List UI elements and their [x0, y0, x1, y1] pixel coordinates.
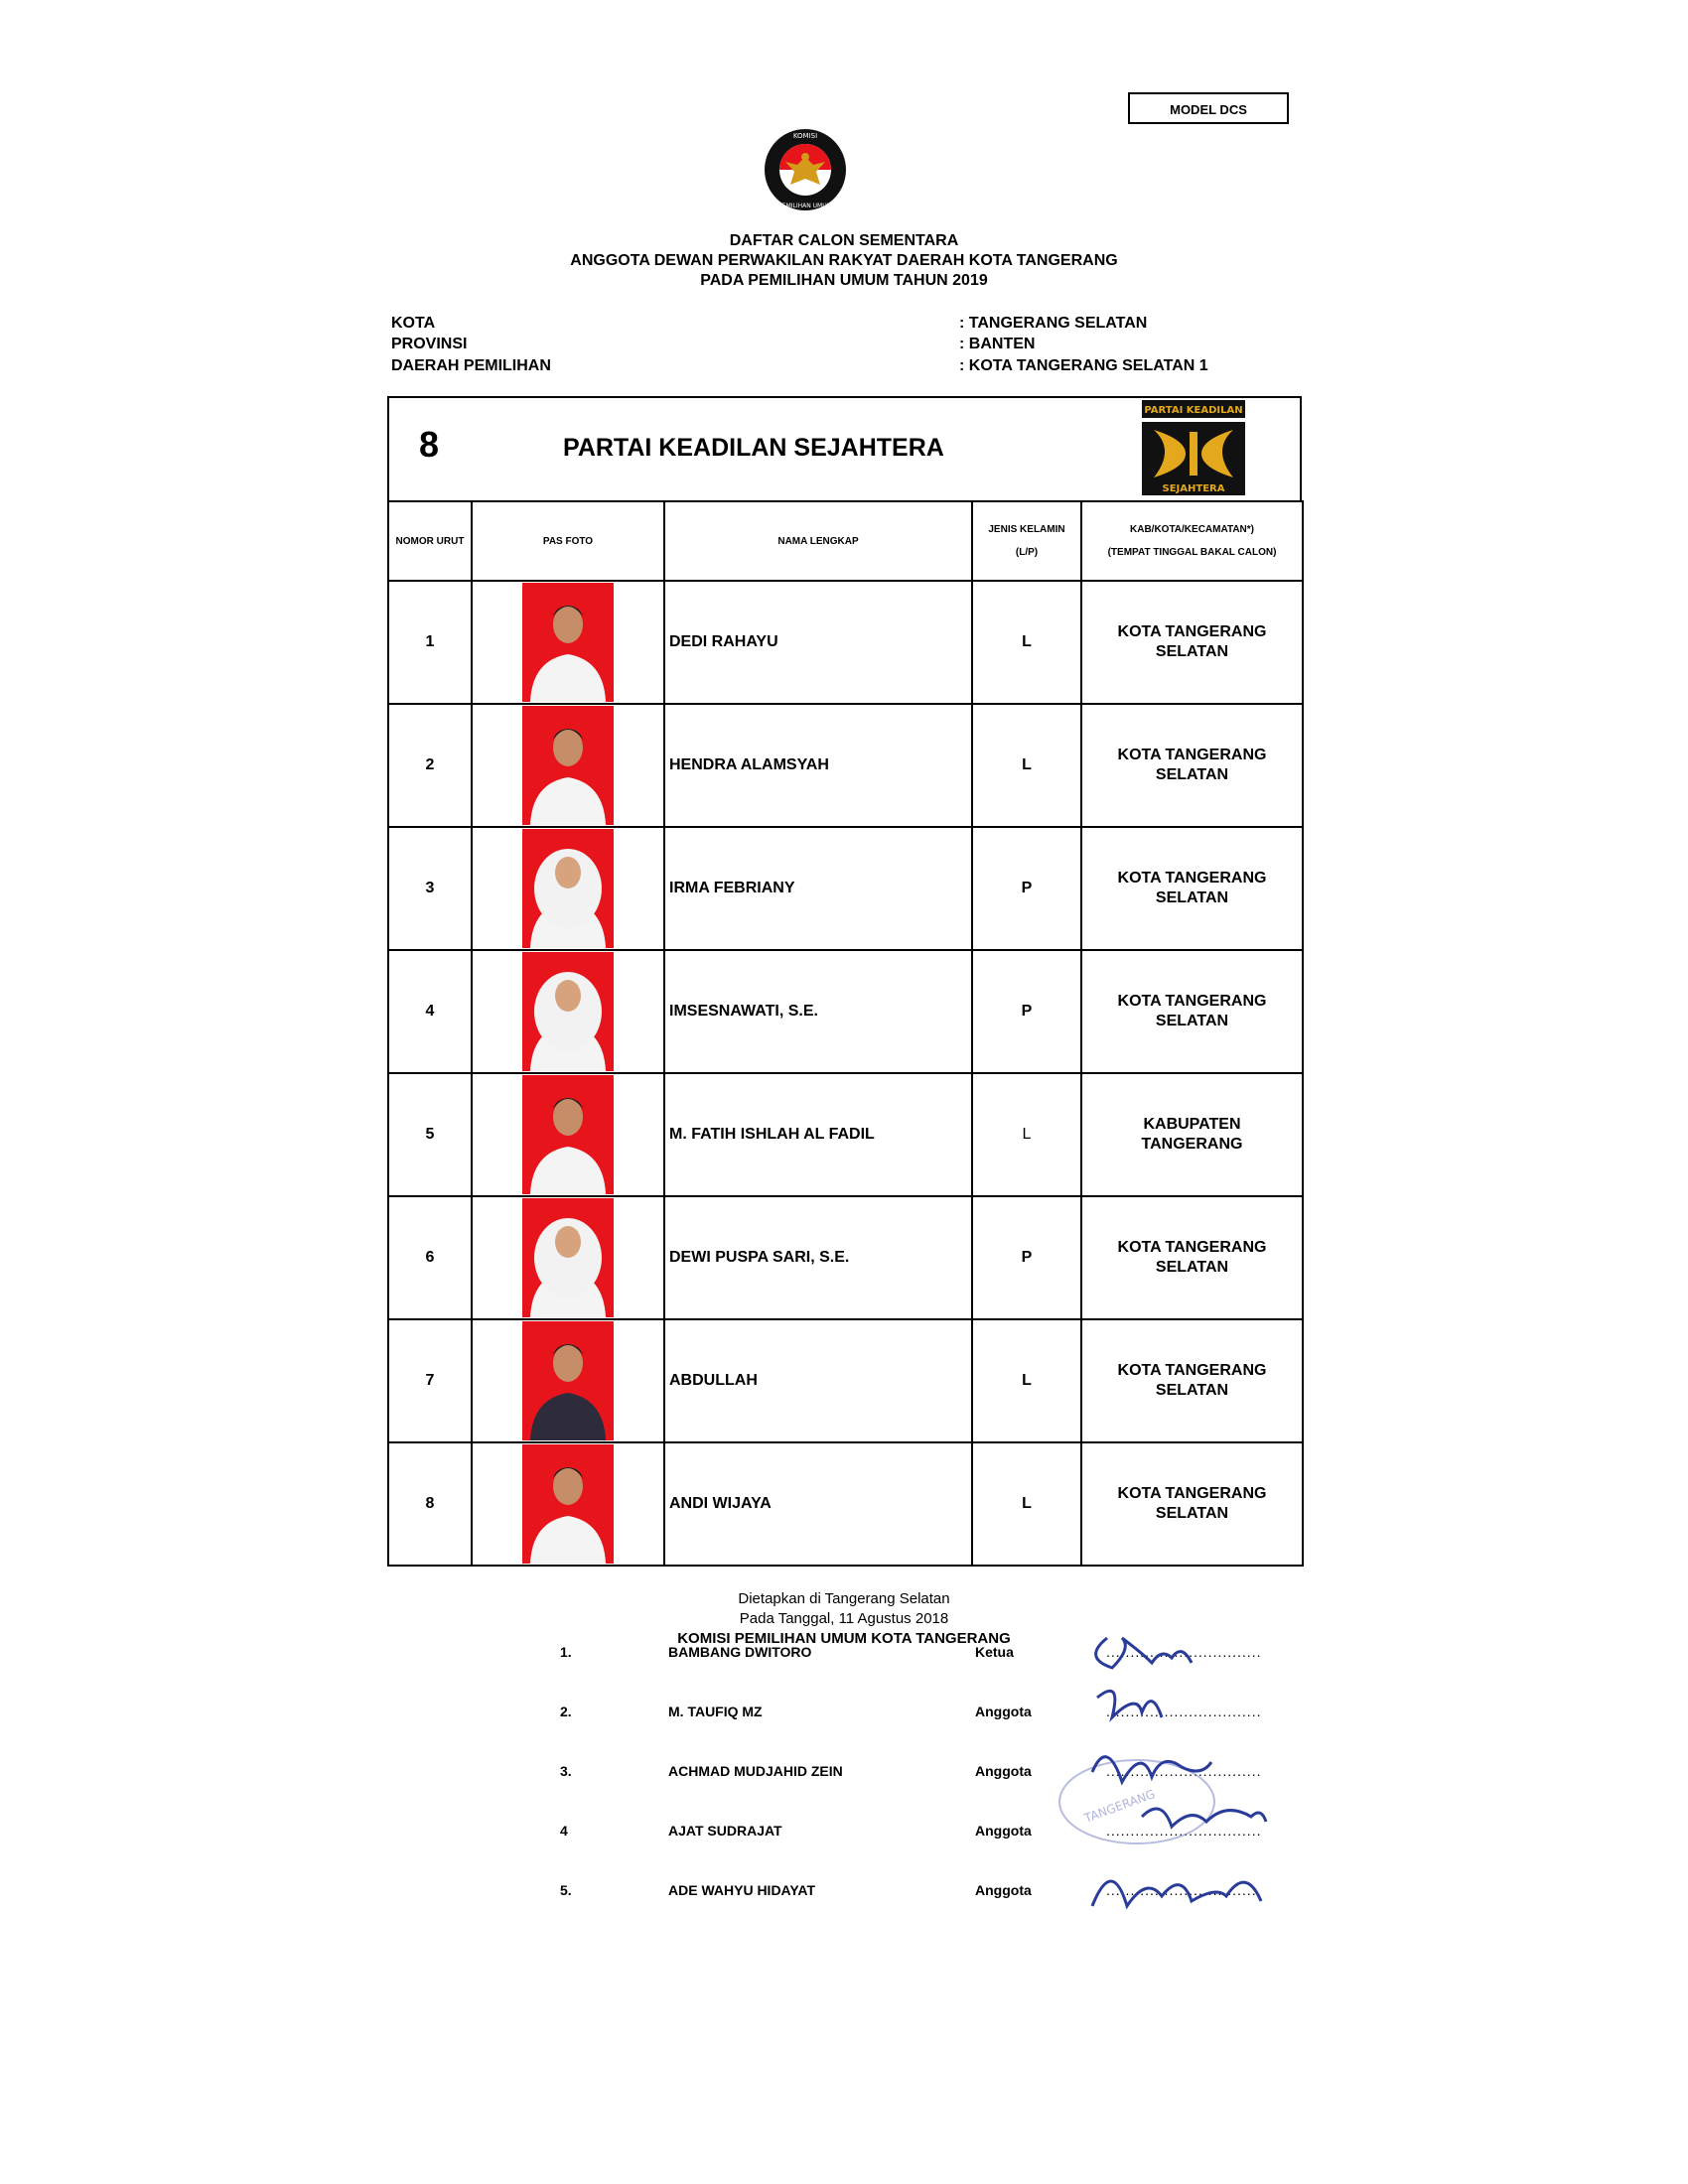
signatory-name: AJAT SUDRAJAT — [668, 1823, 782, 1839]
meta-label-provinsi: PROVINSI — [391, 336, 468, 352]
signature-line: ................................ — [1106, 1704, 1262, 1719]
table-row — [388, 1442, 1303, 1566]
candidate-photo — [522, 1075, 614, 1194]
cell-nama-lengkap: HENDRA ALAMSYAH — [664, 704, 972, 827]
signatory-number: 2. — [560, 1704, 572, 1719]
meta-value-kota: : TANGERANG SELATAN — [959, 315, 1148, 332]
cell-pas-foto — [472, 704, 664, 827]
cell-nama-lengkap: IRMA FEBRIANY — [664, 827, 972, 950]
cell-nomor-urut: 4 — [388, 950, 472, 1073]
doc-title-2: ANGGOTA DEWAN PERWAKILAN RAKYAT DAERAH KOTA TANGERANG — [570, 252, 1118, 269]
table-row — [388, 950, 1303, 1073]
cell-pas-foto — [472, 950, 664, 1073]
signatory-name: ADE WAHYU HIDAYAT — [668, 1882, 816, 1898]
signatory-name: M. TAUFIQ MZ — [668, 1704, 763, 1719]
cell-pas-foto — [472, 581, 664, 704]
cell-jenis-kelamin: L — [972, 581, 1081, 704]
signatory-number: 3. — [560, 1763, 572, 1779]
header-jenis-kelamin: JENIS KELAMIN (L/P) — [972, 501, 1081, 581]
candidate-photo — [522, 583, 614, 702]
table-header-row — [388, 501, 1303, 581]
svg-text:PEMILIHAN UMUM: PEMILIHAN UMUM — [778, 203, 832, 209]
signatory-name: ACHMAD MUDJAHID ZEIN — [668, 1763, 843, 1779]
table-row — [388, 1073, 1303, 1196]
table-row — [388, 827, 1303, 950]
cell-jenis-kelamin: L — [972, 1073, 1081, 1196]
cell-jenis-kelamin: P — [972, 950, 1081, 1073]
table-row — [388, 1319, 1303, 1442]
cell-nomor-urut: 1 — [388, 581, 472, 704]
candidate-photo — [522, 706, 614, 825]
cell-nomor-urut: 8 — [388, 1442, 472, 1566]
cell-nomor-urut: 6 — [388, 1196, 472, 1319]
cell-tempat-tinggal: KOTA TANGERANG SELATAN — [1081, 950, 1303, 1073]
svg-text:TANGERANG: TANGERANG — [1082, 1786, 1158, 1826]
header-pas-foto: PAS FOTO — [472, 501, 664, 581]
cell-tempat-tinggal: KABUPATEN TANGERANG — [1081, 1073, 1303, 1196]
footer-place: Dietapkan di Tangerang Selatan — [738, 1590, 950, 1607]
candidate-photo — [522, 1321, 614, 1440]
signatory-role: Anggota — [975, 1823, 1032, 1839]
cell-nomor-urut: 7 — [388, 1319, 472, 1442]
cell-nama-lengkap: M. FATIH ISHLAH AL FADIL — [664, 1073, 972, 1196]
cell-nama-lengkap: IMSESNAWATI, S.E. — [664, 950, 972, 1073]
signatory-number: 5. — [560, 1882, 572, 1898]
party-number: 8 — [419, 424, 440, 465]
cell-jenis-kelamin: P — [972, 827, 1081, 950]
cell-pas-foto — [472, 1319, 664, 1442]
cell-pas-foto — [472, 1196, 664, 1319]
cell-nomor-urut: 5 — [388, 1073, 472, 1196]
cell-jenis-kelamin: P — [972, 1196, 1081, 1319]
svg-text:SEJAHTERA: SEJAHTERA — [1162, 483, 1225, 494]
signature-line: ................................ — [1106, 1644, 1262, 1660]
pks-logo-icon — [1140, 398, 1247, 497]
candidate-table — [387, 500, 1304, 1567]
signatory-role: Anggota — [975, 1704, 1032, 1719]
cell-tempat-tinggal: KOTA TANGERANG SELATAN — [1081, 581, 1303, 704]
cell-pas-foto — [472, 1442, 664, 1566]
table-row — [388, 704, 1303, 827]
cell-tempat-tinggal: KOTA TANGERANG SELATAN — [1081, 1319, 1303, 1442]
table-row — [388, 1196, 1303, 1319]
cell-nama-lengkap: DEWI PUSPA SARI, S.E. — [664, 1196, 972, 1319]
cell-pas-foto — [472, 1073, 664, 1196]
signatory-number: 4 — [560, 1823, 568, 1839]
svg-text:KOMISI: KOMISI — [792, 132, 818, 140]
cell-nomor-urut: 2 — [388, 704, 472, 827]
cell-nama-lengkap: DEDI RAHAYU — [664, 581, 972, 704]
signatory-number: 1. — [560, 1644, 572, 1660]
cell-tempat-tinggal: KOTA TANGERANG SELATAN — [1081, 704, 1303, 827]
cell-nama-lengkap: ABDULLAH — [664, 1319, 972, 1442]
cell-nomor-urut: 3 — [388, 827, 472, 950]
meta-label-dapil: DAERAH PEMILIHAN — [391, 357, 551, 374]
signatory-role: Anggota — [975, 1882, 1032, 1898]
meta-value-dapil: : KOTA TANGERANG SELATAN 1 — [959, 357, 1208, 374]
signature-line: ................................ — [1106, 1763, 1262, 1779]
cell-tempat-tinggal: KOTA TANGERANG SELATAN — [1081, 827, 1303, 950]
signatory-role: Anggota — [975, 1763, 1032, 1779]
table-row — [388, 581, 1303, 704]
signature-stamp — [1053, 1618, 1321, 1946]
signatory-name: BAMBANG DWITORO — [668, 1644, 812, 1660]
footer-org: KOMISI PEMILIHAN UMUM KOTA TANGERANG — [677, 1630, 1011, 1647]
header-tempat-tinggal: KAB/KOTA/KECAMATAN*) (TEMPAT TINGGAL BAKAL CALON) — [1081, 501, 1303, 581]
candidate-photo — [522, 952, 614, 1071]
meta-label-kota: KOTA — [391, 315, 436, 332]
party-header — [387, 396, 1302, 502]
cell-pas-foto — [472, 827, 664, 950]
cell-jenis-kelamin: L — [972, 1319, 1081, 1442]
candidate-photo — [522, 1444, 614, 1564]
candidate-photo — [522, 1198, 614, 1317]
svg-text:PARTAI KEADILAN: PARTAI KEADILAN — [1144, 405, 1243, 416]
cell-jenis-kelamin: L — [972, 1442, 1081, 1566]
cell-tempat-tinggal: KOTA TANGERANG SELATAN — [1081, 1196, 1303, 1319]
header-nomor-urut: NOMOR URUT — [388, 501, 472, 581]
signature-line: ................................ — [1106, 1882, 1262, 1898]
cell-nama-lengkap: ANDI WIJAYA — [664, 1442, 972, 1566]
candidate-photo — [522, 829, 614, 948]
footer-date: Pada Tanggal, 11 Agustus 2018 — [739, 1610, 949, 1627]
header-nama-lengkap: NAMA LENGKAP — [664, 501, 972, 581]
meta-value-provinsi: : BANTEN — [959, 336, 1036, 352]
cell-tempat-tinggal: KOTA TANGERANG SELATAN — [1081, 1442, 1303, 1566]
model-label: MODEL DCS — [1128, 92, 1289, 124]
doc-title-3: PADA PEMILIHAN UMUM TAHUN 2019 — [700, 272, 988, 289]
signatory-role: Ketua — [975, 1644, 1014, 1660]
doc-title-1: DAFTAR CALON SEMENTARA — [729, 232, 959, 249]
party-name: PARTAI KEADILAN SEJAHTERA — [563, 434, 944, 462]
cell-jenis-kelamin: L — [972, 704, 1081, 827]
signature-line: ................................ — [1106, 1823, 1262, 1839]
kpu-logo-icon — [763, 127, 848, 212]
